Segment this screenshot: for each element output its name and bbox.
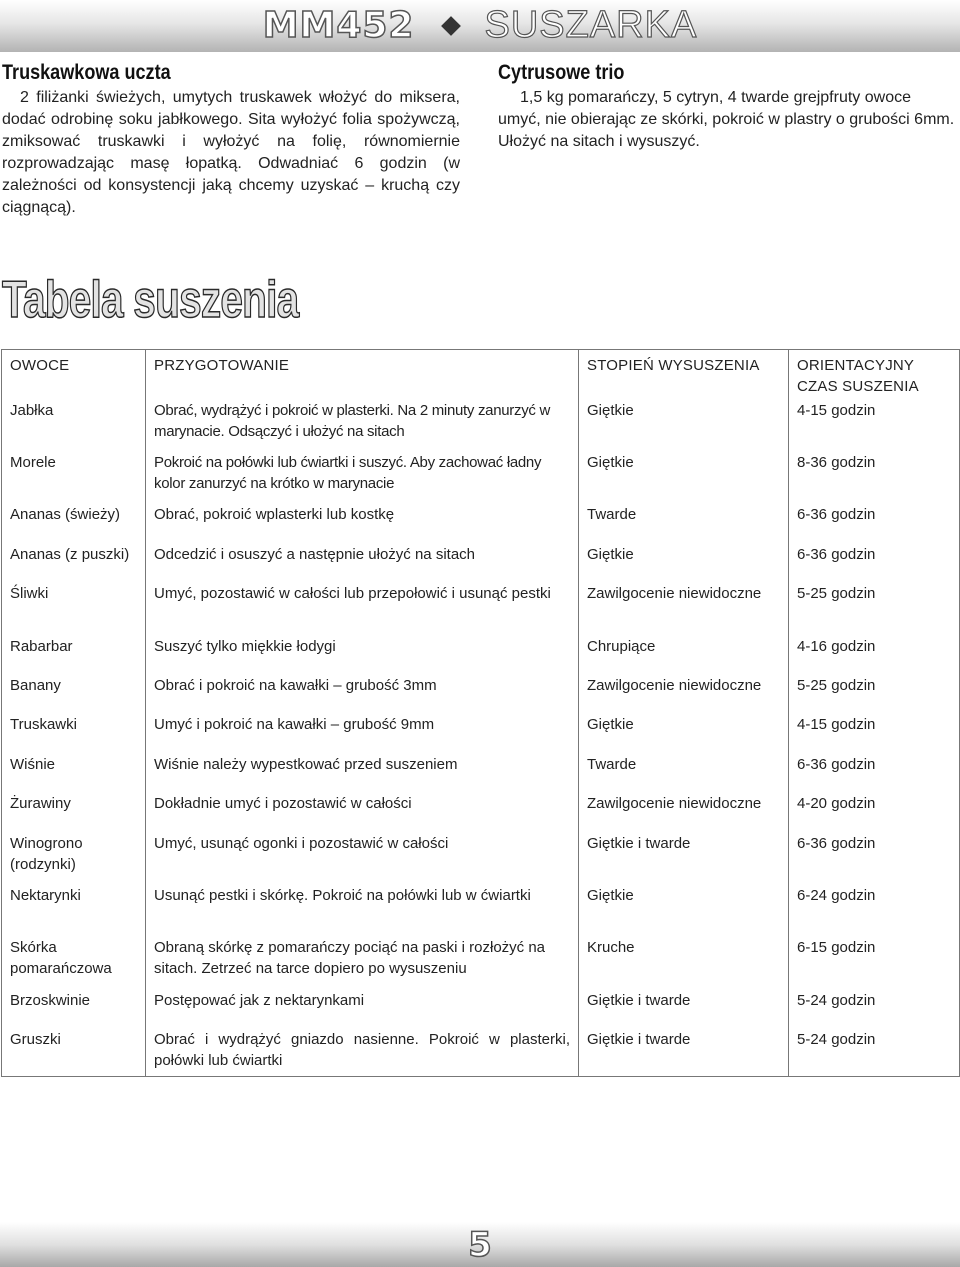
- time-cell: 6-36 godzin: [789, 544, 960, 583]
- time-cell: 5-25 godzin: [789, 675, 960, 714]
- dryness-cell: Giętkie i twarde: [579, 833, 789, 885]
- time-cell: 5-25 godzin: [789, 583, 960, 636]
- time-cell: 4-20 godzin: [789, 793, 960, 833]
- dryness-cell: Zawilgocenie niewidoczne: [579, 793, 789, 833]
- fruit-cell: Śliwki: [2, 583, 146, 636]
- time-cell: 6-24 godzin: [789, 885, 960, 937]
- dryness-cell: Chrupiące: [579, 636, 789, 675]
- preparation-cell: [146, 452, 579, 504]
- header-fruit: OWOCE: [2, 350, 146, 401]
- table-row: [2, 636, 960, 675]
- dryness-cell: Giętkie: [579, 544, 789, 583]
- dryness-cell: Giętkie: [579, 400, 789, 452]
- time-cell: 4-15 godzin: [789, 714, 960, 754]
- dryness-cell: Twarde: [579, 754, 789, 793]
- dryness-cell: Zawilgocenie niewidoczne: [579, 675, 789, 714]
- fruit-cell: Nektarynki: [2, 885, 146, 937]
- time-cell: 8-36 godzin: [789, 452, 960, 504]
- model-number: MM452: [262, 5, 415, 46]
- table-row: [2, 504, 960, 544]
- fruit-cell: Gruszki: [2, 1029, 146, 1076]
- fruit-cell: Winogrono (rodzynki): [2, 833, 146, 885]
- dryness-cell: Giętkie i twarde: [579, 1029, 789, 1076]
- table-row: [2, 583, 960, 636]
- preparation-cell: Obraną skórkę z pomarańczy pociąć na paski i rozłożyć na sitach. Zetrzeć na tarce dopiero po wysuszeniu: [146, 937, 579, 990]
- table-row: [2, 885, 960, 937]
- preparation-cell: [146, 400, 579, 452]
- page-number: 5: [468, 1225, 492, 1265]
- fruit-cell: Wiśnie: [2, 754, 146, 793]
- preparation-text: Obrać, wydrążyć i pokroić w plasterki. Na 2 minuty zanurzyć w marynacie. Odsączyć i ułożyć na sitach: [154, 402, 550, 440]
- header-preparation: PRZYGOTOWANIE: [146, 350, 579, 401]
- fruit-cell: Żurawiny: [2, 793, 146, 833]
- table-row: [2, 714, 960, 754]
- header-drying-time: ORIENTACYJNY CZAS SUSZENIA: [789, 350, 960, 401]
- fruit-cell: Skórka pomarańczowa: [2, 937, 146, 990]
- page-header: [0, 4, 960, 47]
- header-dryness: STOPIEŃ WYSUSZENIA: [579, 350, 789, 401]
- fruit-cell: Ananas (z puszki): [2, 544, 146, 583]
- section-title: Tabela suszenia: [2, 271, 299, 329]
- preparation-cell: Dokładnie umyć i pozostawić w całości: [146, 793, 579, 833]
- time-cell: 6-36 godzin: [789, 754, 960, 793]
- table-row: [2, 452, 960, 504]
- time-cell: 5-24 godzin: [789, 990, 960, 1029]
- preparation-cell: Usunąć pestki i skórkę. Pokroić na połówki lub w ćwiartki: [146, 885, 579, 937]
- dryness-cell: Giętkie: [579, 714, 789, 754]
- time-cell: 5-24 godzin: [789, 1029, 960, 1076]
- time-cell: 4-15 godzin: [789, 400, 960, 452]
- fruit-cell: Morele: [2, 452, 146, 504]
- diamond-icon: [442, 16, 462, 36]
- preparation-cell: Suszyć tylko miękkie łodygi: [146, 636, 579, 675]
- preparation-cell: Umyć, pozostawić w całości lub przepołowić i usunąć pestki: [146, 583, 579, 636]
- recipe-strawberry: [2, 61, 460, 219]
- dryness-cell: Giętkie: [579, 452, 789, 504]
- fruit-cell: Jabłka: [2, 400, 146, 452]
- table-row: [2, 833, 960, 885]
- recipe-title: Truskawkowa uczta: [2, 61, 171, 84]
- table-row: [2, 990, 960, 1029]
- time-cell: 6-36 godzin: [789, 504, 960, 544]
- table-row: [2, 937, 960, 990]
- recipe-citrus: [498, 61, 958, 153]
- fruit-cell: Truskawki: [2, 714, 146, 754]
- preparation-cell: Odcedzić i osuszyć a następnie ułożyć na sitach: [146, 544, 579, 583]
- drying-table: [1, 349, 960, 1077]
- table-row: [2, 400, 960, 452]
- preparation-cell: Umyć, usunąć ogonki i pozostawić w całości: [146, 833, 579, 885]
- table-header-row: [2, 350, 960, 401]
- recipe-text: 2 filiżanki świeżych, umytych truskawek włożyć do miksera, dodać odrobinę soku jabłkowego. Sita wyłożyć folia spożywczą, zmiksować truskawki i wyłożyć na folię, równomiernie rozprowadzając masę łopatką. Odwadniać 6 godzin (w zależności od konsystencji jaką chcemy uzyskać – kruchą czy ciągnącą).: [2, 89, 460, 216]
- time-cell: 6-15 godzin: [789, 937, 960, 990]
- fruit-cell: Banany: [2, 675, 146, 714]
- product-name: SUSZARKA: [484, 4, 698, 46]
- preparation-cell: Wiśnie należy wypestkować przed suszeniem: [146, 754, 579, 793]
- recipe-text: 1,5 kg pomarańczy, 5 cytryn, 4 twarde grejpfruty owoce umyć, nie obierając ze skórki, pokroić w plastry o grubości 6mm. Ułożyć na sitach i wysuszyć.: [498, 89, 955, 150]
- table-row: [2, 544, 960, 583]
- fruit-cell: Rabarbar: [2, 636, 146, 675]
- preparation-cell: Obrać i wydrążyć gniazdo nasienne. Pokroić w plasterki, połówki lub ćwiartki: [146, 1029, 579, 1076]
- table-row: [2, 754, 960, 793]
- table-row: [2, 1029, 960, 1076]
- dryness-cell: Zawilgocenie niewidoczne: [579, 583, 789, 636]
- preparation-cell: Postępować jak z nektarynkami: [146, 990, 579, 1029]
- time-cell: 6-36 godzin: [789, 833, 960, 885]
- dryness-cell: Giętkie i twarde: [579, 990, 789, 1029]
- preparation-cell: Umyć i pokroić na kawałki – grubość 9mm: [146, 714, 579, 754]
- fruit-cell: Brzoskwinie: [2, 990, 146, 1029]
- preparation-cell: Obrać, pokroić wplasterki lub kostkę: [146, 504, 579, 544]
- table-row: [2, 793, 960, 833]
- dryness-cell: Giętkie: [579, 885, 789, 937]
- recipe-title: Cytrusowe trio: [498, 61, 625, 84]
- time-cell: 4-16 godzin: [789, 636, 960, 675]
- table-row: [2, 675, 960, 714]
- fruit-cell: Ananas (świeży): [2, 504, 146, 544]
- dryness-cell: Kruche: [579, 937, 789, 990]
- preparation-cell: Obrać i pokroić na kawałki – grubość 3mm: [146, 675, 579, 714]
- preparation-text: Pokroić na połówki lub ćwiartki i suszyć. Aby zachować ładny kolor zanurzyć na krótko w marynacie: [154, 454, 542, 492]
- dryness-cell: Twarde: [579, 504, 789, 544]
